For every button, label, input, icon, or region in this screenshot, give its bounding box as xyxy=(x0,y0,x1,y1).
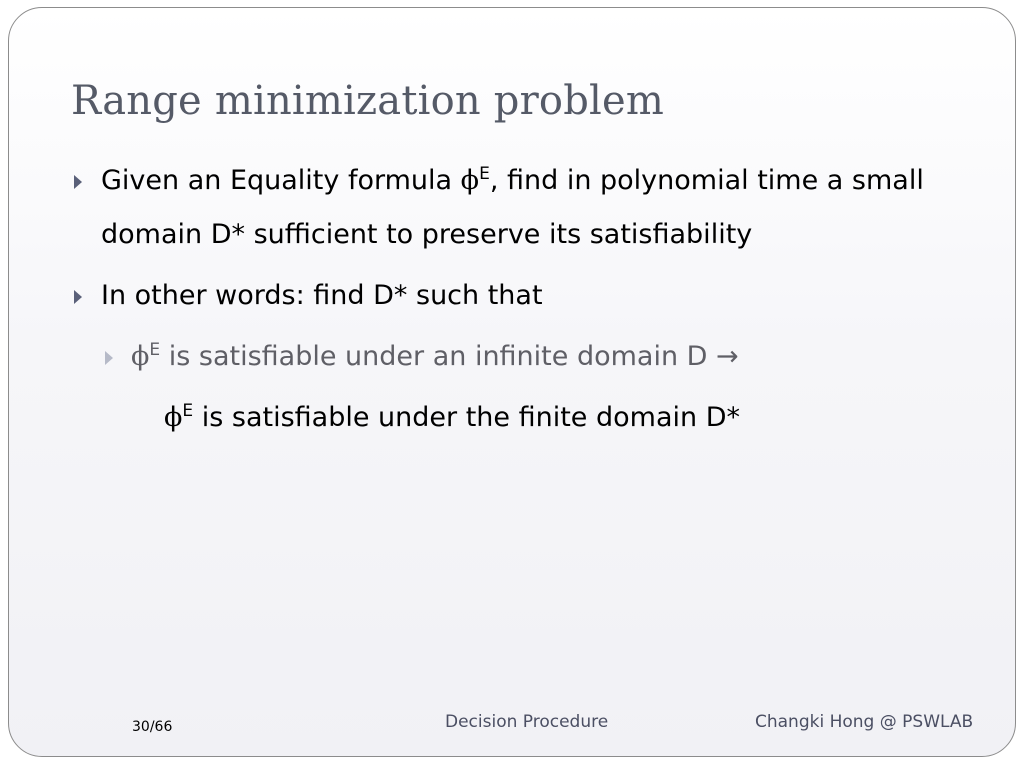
superscript-e: E xyxy=(149,340,161,360)
superscript-e: E xyxy=(182,401,194,421)
bullet-text: In other words: find D* such that xyxy=(101,280,543,311)
slide-title: Range minimization problem xyxy=(71,78,664,124)
bullet-arrow-icon xyxy=(74,175,82,189)
phi-symbol: ϕ xyxy=(164,402,183,433)
slide-frame xyxy=(8,7,1016,757)
bullet-text-rest: , find in polynomial time a small domain D* sufficient to preserve its satisfiability xyxy=(101,165,924,250)
footer-course-title: Decision Procedure xyxy=(445,712,609,732)
sub-bullet-continuation xyxy=(164,391,740,445)
footer-author: Changki Hong @ PSWLAB xyxy=(755,712,974,732)
bullet-text-lead: Given an Equality formula xyxy=(101,165,461,196)
continuation-text: is satisfiable under the finite domain D* xyxy=(193,402,740,433)
bullet-given-formula xyxy=(101,154,981,262)
sub-bullet-infinite-domain xyxy=(131,330,971,384)
page-number: 30/66 xyxy=(132,719,173,735)
phi-symbol: ϕ xyxy=(460,165,480,196)
phi-symbol: ϕ xyxy=(131,341,150,372)
bullet-arrow-icon xyxy=(74,290,82,304)
bullet-in-other-words xyxy=(101,269,981,323)
sub-bullet-text: is satisfiable under an infinite domain D → xyxy=(160,341,739,372)
sub-bullet-arrow-icon xyxy=(105,351,113,365)
superscript-e: E xyxy=(479,164,490,184)
